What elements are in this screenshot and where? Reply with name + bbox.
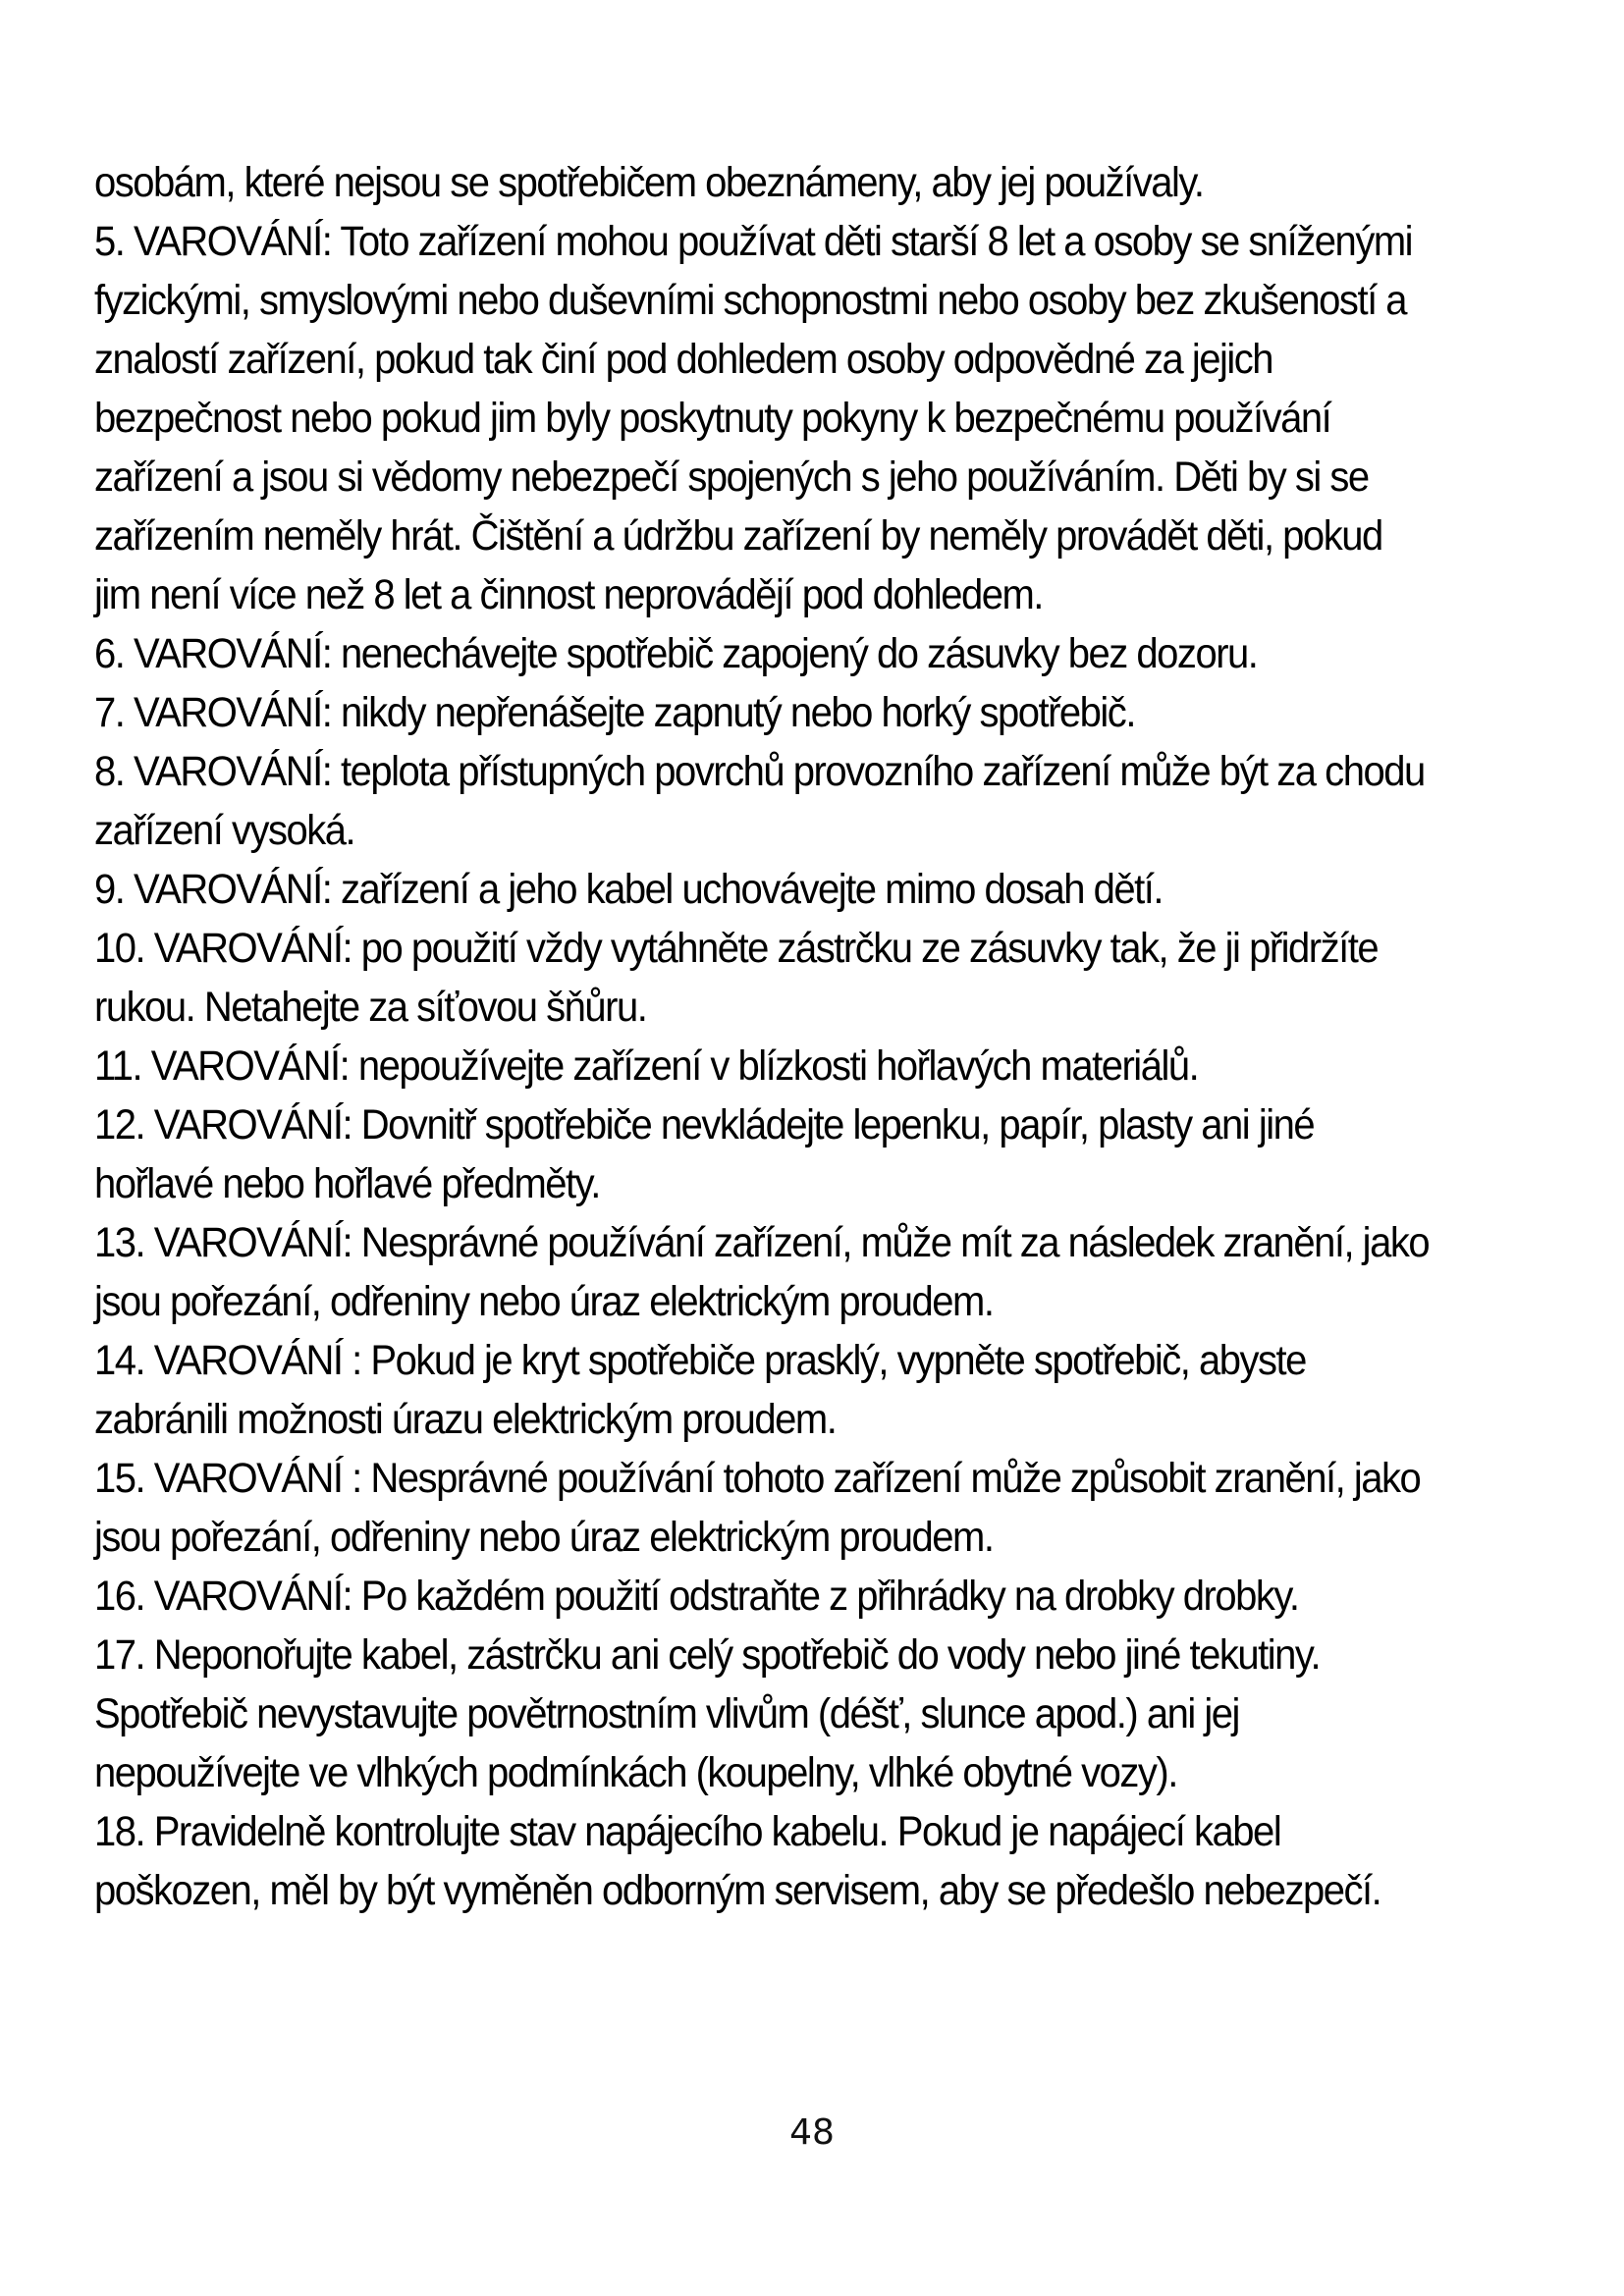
warning-item-5: 5. VAROVÁNÍ: Toto zařízení mohou používat děti starší 8 let a osoby se sníženými fyzickými, smyslovými nebo duševními schopnostmi nebo osoby bez zkušeností a znalostí zařízení, pokud tak činí pod dohledem osoby odpovědné za jejich bezpečnost nebo pokud jim byly poskytnuty pokyny k bezpečnému používání zařízení a jsou si vědomy nebezpečí spojených s jeho používáním. Děti by si se zařízením neměly hrát. Čištění a údržbu zařízení by neměly provádět děti, pokud jim není více než 8 let a činnost neprovádějí pod dohledem. — [94, 218, 1413, 618]
warning-item-9: 9. VAROVÁNÍ: zařízení a jeho kabel uchovávejte mimo dosah dětí. — [94, 866, 1164, 913]
warning-item-15: 15. VAROVÁNÍ : Nesprávné používání tohoto zařízení může způsobit zranění, jako jsou pořezání, odřeniny nebo úraz elektrickým proudem. — [94, 1455, 1421, 1561]
warning-item-7: 7. VAROVÁNÍ: nikdy nepřenášejte zapnutý nebo horký spotřebič. — [94, 689, 1135, 736]
safety-instructions-text — [94, 153, 1436, 1920]
instruction-item-17: 17. Neponořujte kabel, zástrčku ani celý spotřebič do vody nebo jiné tekutiny. Spotřebič nevystavujte povětrnostním vlivům (déšť, slunce apod.) ani jej nepoužívejte ve vlhkých podmínkách (koupelny, vlhké obytné vozy). — [94, 1631, 1321, 1796]
warning-item-11: 11. VAROVÁNÍ: nepoužívejte zařízení v blízkosti hořlavých materiálů. — [94, 1042, 1199, 1090]
warning-item-6: 6. VAROVÁNÍ: nenechávejte spotřebič zapojený do zásuvky bez dozoru. — [94, 630, 1258, 677]
warning-item-10: 10. VAROVÁNÍ: po použití vždy vytáhněte zástrčku ze zásuvky tak, že ji přidržíte rukou. Netahejte za síťovou šňůru. — [94, 925, 1379, 1031]
warning-item-14: 14. VAROVÁNÍ : Pokud je kryt spotřebiče prasklý, vypněte spotřebič, abyste zabránili možnosti úrazu elektrickým proudem. — [94, 1337, 1306, 1443]
page-number: 48 — [789, 2112, 835, 2153]
instruction-item-18: 18. Pravidelně kontrolujte stav napájecího kabelu. Pokud je napájecí kabel poškozen, měl by být vyměněn odborným servisem, aby se předešlo nebezpečí. — [94, 1808, 1381, 1914]
warning-item-16: 16. VAROVÁNÍ: Po každém použití odstraňte z přihrádky na drobky drobky. — [94, 1573, 1299, 1620]
warning-item-13: 13. VAROVÁNÍ: Nesprávné používání zařízení, může mít za následek zranění, jako jsou pořezání, odřeniny nebo úraz elektrickým proudem. — [94, 1219, 1430, 1325]
warning-item-12: 12. VAROVÁNÍ: Dovnitř spotřebiče nevkládejte lepenku, papír, plasty ani jiné hořlavé nebo hořlavé předměty. — [94, 1101, 1315, 1207]
paragraph-continuation: osobám, které nejsou se spotřebičem obeznámeny, aby jej používaly. — [94, 159, 1204, 206]
warning-item-8: 8. VAROVÁNÍ: teplota přístupných povrchů provozního zařízení může být za chodu zařízení vysoká. — [94, 748, 1425, 854]
